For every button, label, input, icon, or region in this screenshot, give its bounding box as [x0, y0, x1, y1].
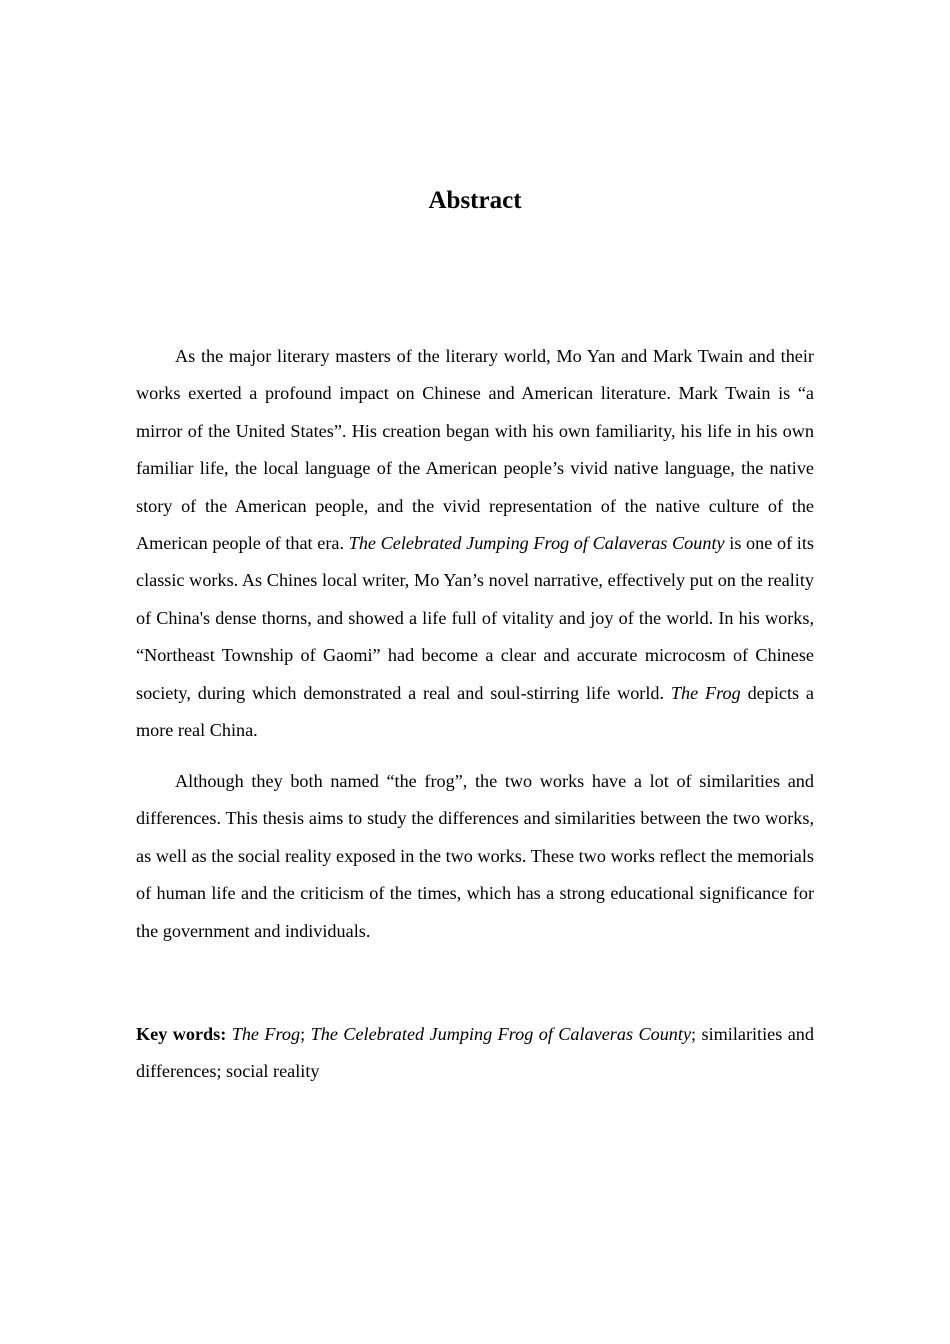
paragraph-1-text-b: is one of its classic works. As Chines local writer, Mo Yan’s novel narrative, effectively put on the reality of China's dense thorns, and showed a life full of vitality and joy of the world. In his works, “Northeast Township of Gaomi” had become a clear and accurate microcosm of Chinese society, during which demonstrated a real and soul-stirring life world.	[136, 533, 814, 703]
work-title-celebrated-jumping-frog: The Celebrated Jumping Frog of Calaveras County	[348, 533, 725, 554]
keyword-celebrated-jumping-frog: The Celebrated Jumping Frog of Calaveras County	[310, 1024, 692, 1044]
keywords-remaining: ; similarities and differences; social reality	[136, 1024, 814, 1082]
abstract-paragraph-1	[136, 338, 814, 749]
abstract-paragraph-2: Although they both named “the frog”, the two works have a lot of similarities and differences. This thesis aims to study the differences and similarities between the two works, as well as the social reality exposed in the two works. These two works reflect the memorials of human life and the criticism of the times, which has a strong educational significance for the government and individuals.	[136, 771, 814, 941]
keywords-label: Key words:	[136, 1024, 227, 1044]
paragraph-1-text-c: depicts a more real China.	[136, 682, 815, 741]
page-title: Abstract	[428, 187, 522, 214]
work-title-the-frog: The Frog	[670, 682, 741, 703]
keyword-separator: ;	[300, 1024, 311, 1044]
paragraph-1-text-a: As the major literary masters of the literary world, Mo Yan and Mark Twain and their works exerted a profound impact on Chinese and American literature. Mark Twain is “a mirror of the United States”. His creation began with his own familiarity, his life in his own familiar life, the local language of the American people’s vivid native language, the native story of the American people, and the vivid representation of the native culture of the American people of that era.	[136, 346, 814, 554]
keywords-line	[136, 1016, 814, 1091]
keyword-the-frog: The Frog	[231, 1024, 301, 1044]
